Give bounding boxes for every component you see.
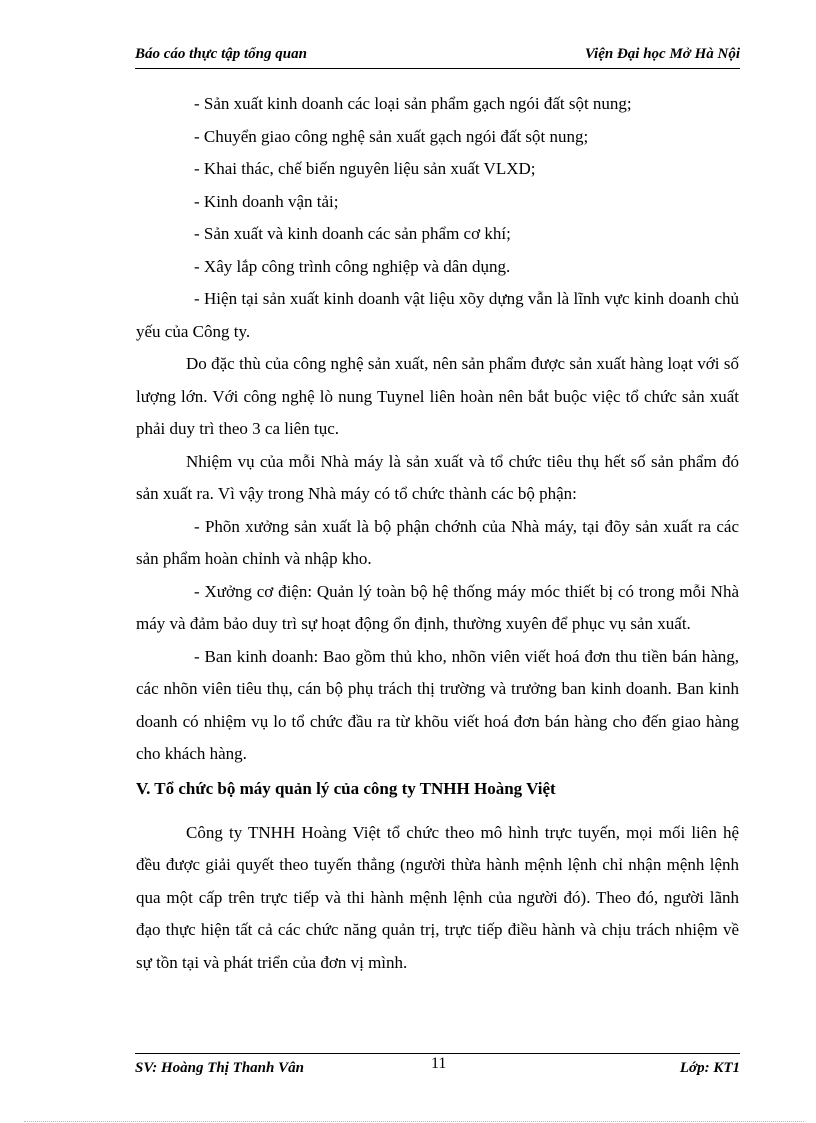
paragraph-main-business: - Hiện tại sản xuất kinh doanh vật liệu xõy dựng vẫn là lĩnh vực kinh doanh chủ yếu của Công ty. (136, 289, 739, 341)
bullet-item: - Kinh doanh vận tải; (194, 191, 339, 211)
paragraph-factory-duties: Nhiệm vụ của mỗi Nhà máy là sản xuất và tổ chức tiêu thụ hết số sản phẩm đó sản xuất ra. Vì vậy trong Nhà máy có tổ chức thành các bộ phận: (136, 451, 739, 503)
footer-student-name: SV: Hoàng Thị Thanh Vân (135, 1060, 304, 1076)
bullet-item: - Sản xuất và kinh doanh các sản phẩm cơ khí; (194, 224, 511, 243)
section-heading: V. Tổ chức bộ máy quản lý của công ty TNHH Hoàng Việt (136, 778, 556, 798)
paragraph-mechanical-workshop: - Xưởng cơ điện: Quản lý toàn bộ hệ thống máy móc thiết bị có trong mỗi Nhà máy và đảm bảo duy trì sự hoạt động ổn định, thường xuyên để phục vụ sản xuất. (136, 581, 739, 633)
document-body (136, 88, 739, 979)
page-footer (135, 1053, 740, 1082)
bullet-item: - Khai thác, chế biến nguyên liệu sản xuất VLXD; (194, 159, 536, 178)
paragraph-management-structure: Công ty TNHH Hoàng Việt tổ chức theo mô hình trực tuyến, mọi mối liên hệ đều được giải quyết theo tuyến thẳng (người thừa hành mệnh lệnh chỉ nhận mệnh lệnh qua một cấp trên trực tiếp và thi hành mệnh lệnh của người đó). Theo đó, người lãnh đạo thực hiện tất cả các chức năng quản trị, trực tiếp điều hành và chịu trách nhiệm về sự tồn tại và phát triển của đơn vị mình. (136, 822, 739, 972)
page-number: 11 (431, 1055, 447, 1072)
bullet-item: - Sản xuất kinh doanh các loại sản phẩm gạch ngói đất sột nung; (194, 94, 632, 113)
bullet-item: - Xây lắp công trình công nghiệp và dân dụng. (194, 256, 511, 276)
page-header (135, 44, 740, 69)
paragraph-production-workshop: - Phõn xưởng sản xuất là bộ phận chớnh của Nhà máy, tại đõy sản xuất ra các sản phẩm hoàn chỉnh và nhập kho. (136, 516, 739, 568)
bullet-item: - Chuyển giao công nghệ sản xuất gạch ngói đất sột nung; (194, 126, 589, 146)
paragraph-sales-department: - Ban kinh doanh: Bao gồm thủ kho, nhõn viên viết hoá đơn thu tiền bán hàng, các nhõn viên tiêu thụ, cán bộ phụ trách thị trường và trưởng ban kinh doanh. Ban kinh doanh có nhiệm vụ lo tổ chức đầu ra từ khõu viết hoá đơn bán hàng cho đến giao hàng cho khách hàng. (136, 646, 739, 763)
paragraph-production-characteristics: Do đặc thù của công nghệ sản xuất, nên sản phẩm được sản xuất hàng loạt với số lượng lớn. Với công nghệ lò nung Tuynel liên hoàn nên bắt buộc việc tổ chức sản xuất phải duy trì theo 3 ca liên tục. (136, 354, 739, 438)
header-report-title: Báo cáo thực tập tổng quan (135, 46, 307, 62)
page-bottom-divider (24, 1121, 804, 1122)
header-institution: Viện Đại học Mở Hà Nội (584, 46, 740, 62)
footer-class: Lớp: KT1 (679, 1060, 740, 1076)
